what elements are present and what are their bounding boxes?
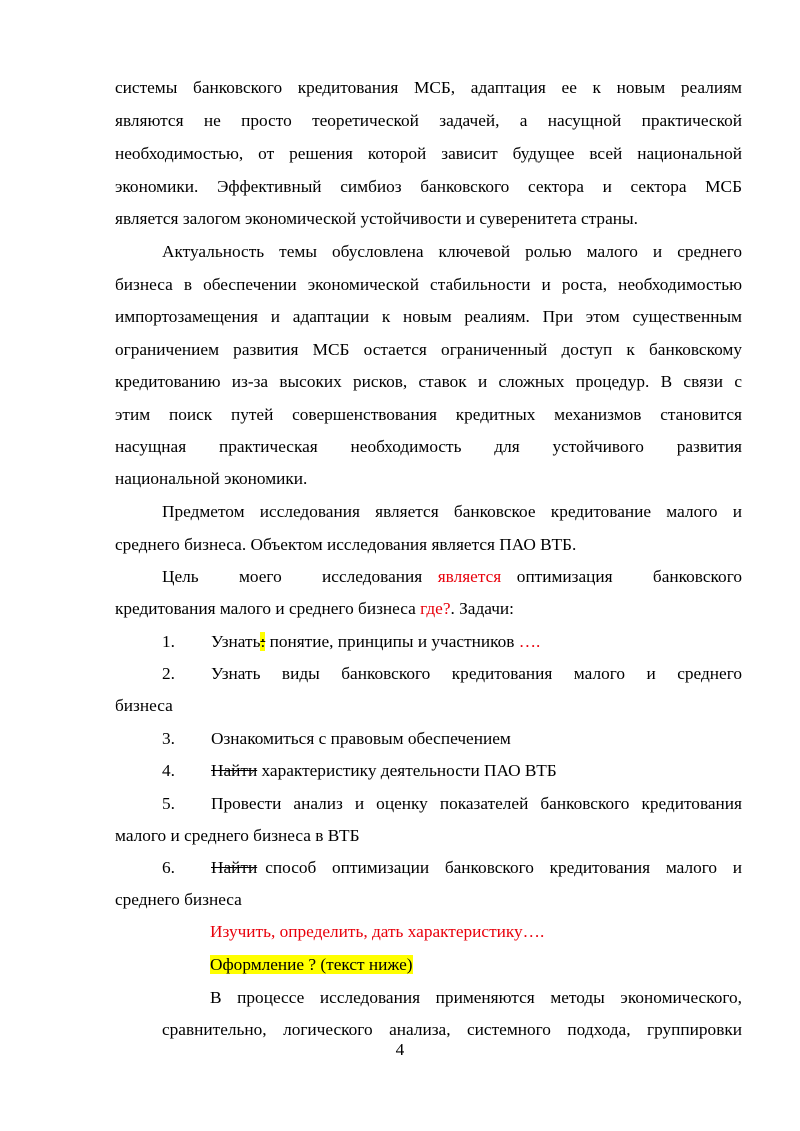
task-number: 2. — [162, 664, 175, 683]
task-item — [162, 858, 742, 878]
task-text: Узнать — [211, 632, 261, 651]
struck-text: Найти — [211, 761, 258, 780]
goal-text: оптимизация банковского — [516, 567, 742, 586]
task-item — [162, 729, 742, 749]
task-text: понятие, принципы и участников — [265, 632, 515, 651]
goal-line — [162, 567, 742, 587]
body-line: Актуальность темы обусловлена ключевой ролью малого и среднего — [162, 242, 742, 261]
task-item-cont: бизнеса — [115, 696, 173, 715]
task-number: 4. — [162, 761, 175, 780]
task-number: 1. — [162, 632, 175, 651]
body-line: насущная практическая необходимость для устойчивого развития — [115, 437, 742, 456]
body-line: экономики. Эффективный симбиоз банковского сектора и сектора МСБ — [115, 177, 742, 196]
comment-red: где? — [420, 599, 451, 618]
body-line: импортозамещения и адаптации к новым реалиям. При этом существенным — [115, 307, 742, 326]
page-number: 4 — [395, 1040, 405, 1059]
goal-line — [115, 599, 742, 619]
goal-text: . Задачи: — [450, 599, 514, 618]
task-item-cont: среднего бизнеса — [115, 890, 242, 909]
task-text: характеристику деятельности ПАО ВТБ — [257, 761, 557, 780]
comment-red: является — [437, 567, 502, 586]
task-item — [162, 664, 742, 684]
body-line: среднего бизнеса. Объектом исследования является ПАО ВТБ. — [115, 535, 577, 554]
body-line: системы банковского кредитования МСБ, адаптация ее к новым реалиям — [115, 78, 742, 97]
body-line: кредитованию из-за высоких рисков, ставок и сложных процедур. В связи с — [115, 372, 742, 391]
task-number: 5. — [162, 794, 175, 813]
body-line: Предметом исследования является банковское кредитование малого и — [162, 502, 742, 521]
task-number: 3. — [162, 729, 175, 748]
goal-text: кредитования малого и среднего бизнеса — [115, 599, 416, 618]
body-line: необходимостью, от решения которой зависит будущее всей национальной — [115, 144, 742, 163]
body-line: этим поиск путей совершенствования кредитных механизмов становится — [115, 405, 742, 424]
task-text: способ оптимизации банковского кредитования малого и — [265, 858, 742, 877]
task-item — [162, 794, 742, 814]
comment-red: …. — [514, 632, 541, 651]
highlight-mark: : — [260, 632, 266, 651]
task-item-cont: малого и среднего бизнеса в ВТБ — [115, 826, 360, 845]
body-line: являются не просто теоретической задачей, а насущной практической — [115, 111, 742, 130]
struck-text: Найти — [211, 858, 258, 877]
body-line: В процессе исследования применяются методы экономического, — [210, 988, 742, 1007]
task-item — [162, 632, 742, 652]
highlight-note: Оформление ? (текст ниже) — [210, 955, 413, 974]
task-number: 6. — [162, 858, 175, 877]
task-text: Провести анализ и оценку показателей банковского кредитования — [211, 794, 742, 813]
body-line: бизнеса в обеспечении экономической стабильности и роста, необходимостью — [115, 275, 742, 294]
body-line: национальной экономики. — [115, 469, 308, 488]
body-line: ограничением развития МСБ остается ограниченный доступ к банковскому — [115, 340, 742, 359]
note-red: Изучить, определить, дать характеристику…. — [210, 922, 545, 941]
goal-text: Цель моего исследования — [162, 567, 423, 586]
task-text: Ознакомиться с правовым обеспечением — [211, 729, 511, 748]
task-item — [162, 761, 742, 781]
task-text: Узнать виды банковского кредитования малого и среднего — [211, 664, 742, 683]
body-line: является залогом экономической устойчивости и суверенитета страны. — [115, 209, 638, 228]
body-line: сравнительно, логического анализа, системного подхода, группировки — [162, 1020, 742, 1039]
note-highlight-line — [210, 955, 742, 975]
